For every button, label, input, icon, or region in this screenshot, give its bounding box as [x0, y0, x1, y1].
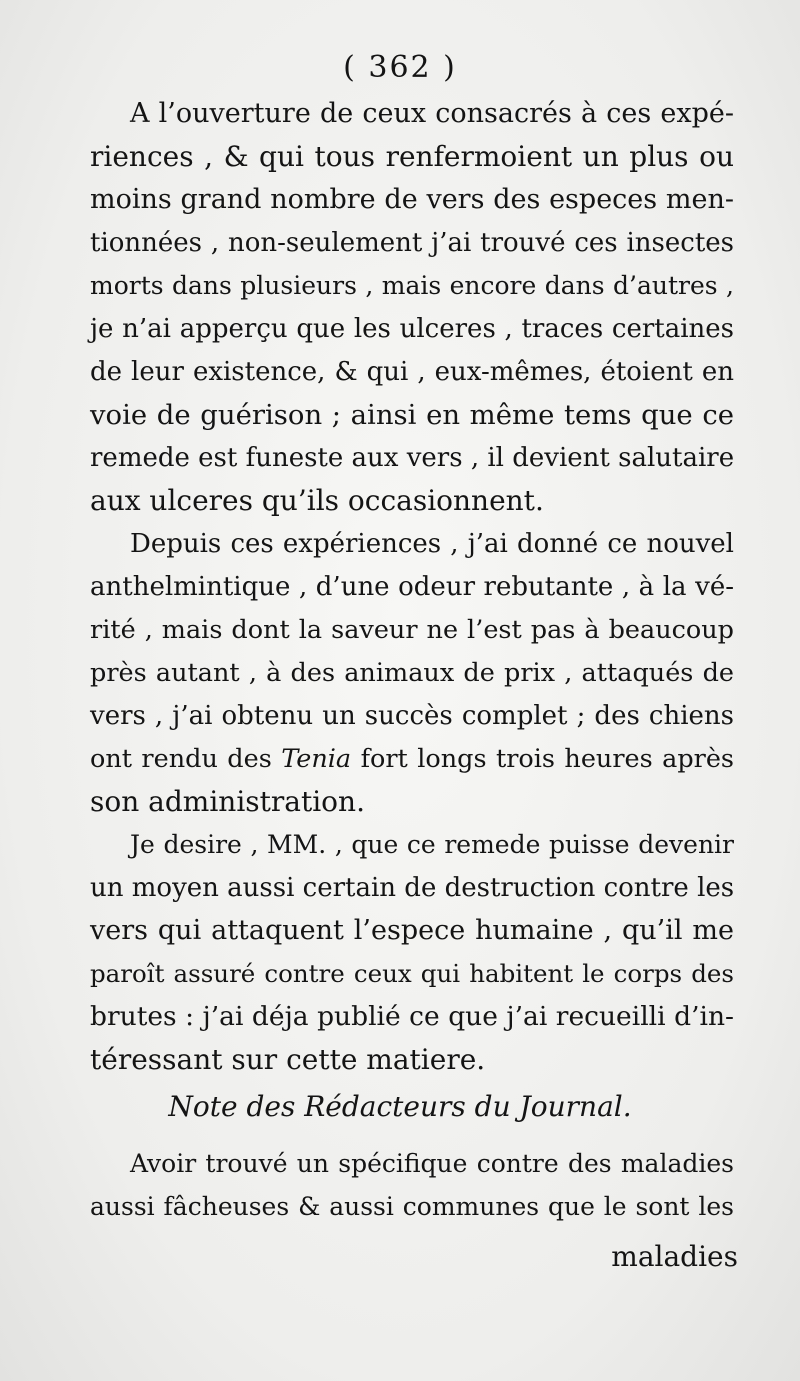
text-line: moins grand nombre de vers des especes men-: [90, 184, 734, 215]
text-line: Depuis ces expériences , j’ai donné ce nouvel: [130, 529, 734, 559]
text-line: Avoir trouvé un spécifique contre des maladies: [130, 1149, 734, 1178]
text-segment: fort longs trois heures après: [360, 744, 735, 774]
catchword: maladies: [611, 1240, 738, 1273]
text-line: rité , mais dont la saveur ne l’est pas à beaucoup: [90, 615, 734, 645]
text-line: Je desire , MM. , que ce remede puisse devenir: [130, 830, 734, 859]
text-segment: ont rendu des: [90, 744, 272, 774]
text-line: je n’ai apperçu que les ulceres , traces certaines: [90, 314, 734, 344]
text-line: près autant , à des animaux de prix , attaqués de: [90, 658, 734, 688]
text-line: [90, 739, 734, 779]
text-line: remede est funeste aux vers , il devient salutaire: [90, 443, 735, 473]
text-line: morts dans plusieurs , mais encore dans d’autres ,: [90, 271, 734, 300]
text-line: un moyen aussi certain de destruction contre les: [90, 873, 735, 903]
page-number: ( 362 ): [343, 50, 457, 85]
text-line: tionnées , non-seulement j’ai trouvé ces insectes: [90, 228, 734, 258]
text-line: de leur existence, & qui , eux-mêmes, étoient en: [90, 357, 734, 387]
text-line: vers qui attaquent l’espece humaine , qu’il me: [90, 915, 734, 946]
text-line: paroît assuré contre ceux qui habitent le corps des: [90, 959, 734, 988]
text-line: son administration.: [90, 785, 365, 818]
text-line: A l’ouverture de ceux consacrés à ces expé-: [130, 98, 734, 129]
text-line: aux ulceres qu’ils occasionnent.: [90, 484, 544, 517]
text-line: riences , & qui tous renfermoient un plus ou: [90, 140, 734, 173]
text-line: aussi fâcheuses & aussi communes que le sont les: [90, 1192, 734, 1221]
note-heading: Note des Rédacteurs du Journal.: [168, 1090, 632, 1123]
text-line: téressant sur cette matiere.: [90, 1043, 486, 1076]
text-line: brutes : j’ai déja publié ce que j’ai recueilli d’in-: [90, 1001, 734, 1032]
text-line: vers , j’ai obtenu un succès complet ; des chiens: [90, 701, 734, 731]
text-line: anthelmintique , d’une odeur rebutante , à la vé-: [90, 572, 734, 602]
text-line: voie de guérison ; ainsi en même tems que ce: [90, 399, 734, 431]
italic-term: Tenia: [281, 744, 352, 774]
